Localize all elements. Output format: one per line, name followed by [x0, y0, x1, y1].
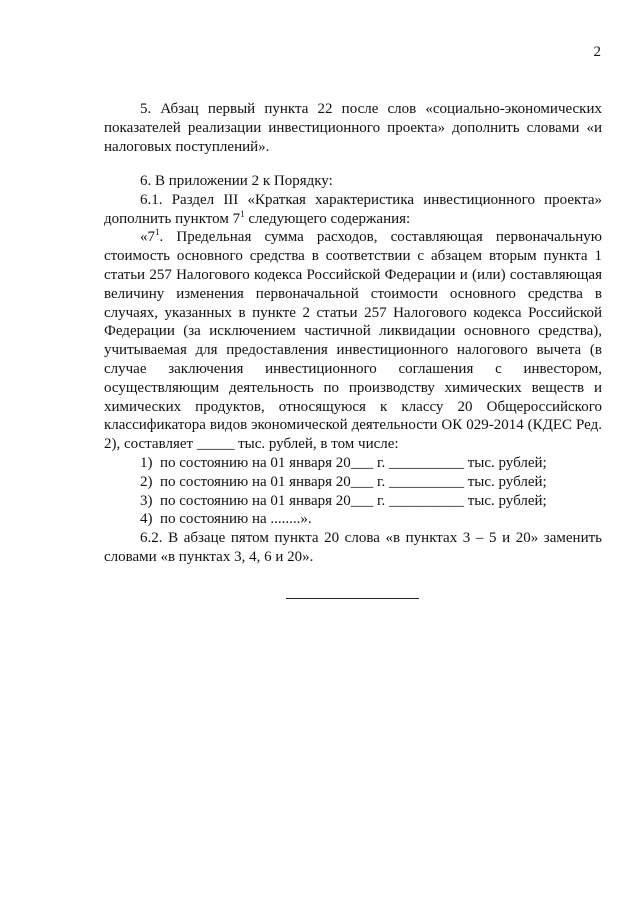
- list-item-number: 2): [140, 473, 153, 490]
- list-item: [104, 454, 602, 473]
- section-item-6: [104, 172, 602, 567]
- item-6-1-text: [104, 191, 602, 229]
- list-item-text: по состоянию на ........».: [160, 511, 312, 528]
- quote-paragraph: [104, 228, 602, 454]
- list-item-number: 4): [140, 511, 153, 528]
- item-5-text: 5. Абзац первый пункта 22 после слов «социально-экономических показателей реализации инвестиционного проекта» дополнить словами «и налоговых поступлений».: [104, 101, 602, 155]
- item-6-2-text: 6.2. В абзаце пятом пункта 20 слова «в пунктах 3 – 5 и 20» заменить словами «в пунктах 3, 4, 6 и 20».: [104, 530, 602, 565]
- quote-prefix: «7: [140, 229, 155, 246]
- item-6-1-after: следующего содержания:: [244, 210, 411, 227]
- list-item-text: по состоянию на 01 января 20___ г. __________ тыс. рублей;: [160, 454, 547, 471]
- list-item-number: 1): [140, 454, 153, 471]
- list-item-text: по состоянию на 01 января 20___ г. __________ тыс. рублей;: [160, 492, 547, 509]
- item-6-1-before: 6.1. Раздел III «Краткая характеристика инвестиционного проекта» дополнить пунктом 7: [104, 191, 602, 227]
- list-item: [104, 492, 602, 511]
- page-number: 2: [593, 44, 601, 60]
- amount-list: [104, 454, 602, 529]
- list-item-number: 3): [140, 492, 153, 509]
- list-item: [104, 473, 602, 492]
- quote-superscript: 1: [155, 227, 160, 238]
- separator-line: [286, 598, 419, 599]
- list-item-text: по состоянию на 01 января 20___ г. __________ тыс. рублей;: [160, 473, 547, 490]
- item-6-heading: 6. В приложении 2 к Порядку:: [140, 173, 333, 189]
- paragraph-item-5: [104, 100, 602, 156]
- item-6-1-superscript: 1: [240, 208, 245, 219]
- quote-text: . Предельная сумма расходов, составляющая первоначальную стоимость основного средства в соответствии с абзацем вторым пункта 1 статьи 257 Налогового кодекса Российской Федерации и (или) составляющая величину изменения первоначальной стоимости основного средства в случаях, указанных в пункте 2 статьи 257 Налогового кодекса Российской Федерации (за исключением частичной ликвидации основного средства), учитываемая для предоставления инвестиционного налогового вычета (в случае заключения инвестиционного соглашения с инвестором, осуществляющим деятельность по производству химических веществ и химических продуктов, относящуюся к классу 20 Общероссийского классификатора видов экономической деятельности ОК 029-2014 (КДЕС Ред. 2), составляет _____ тыс. рублей, в том числе:: [104, 229, 602, 453]
- list-item: [104, 510, 602, 529]
